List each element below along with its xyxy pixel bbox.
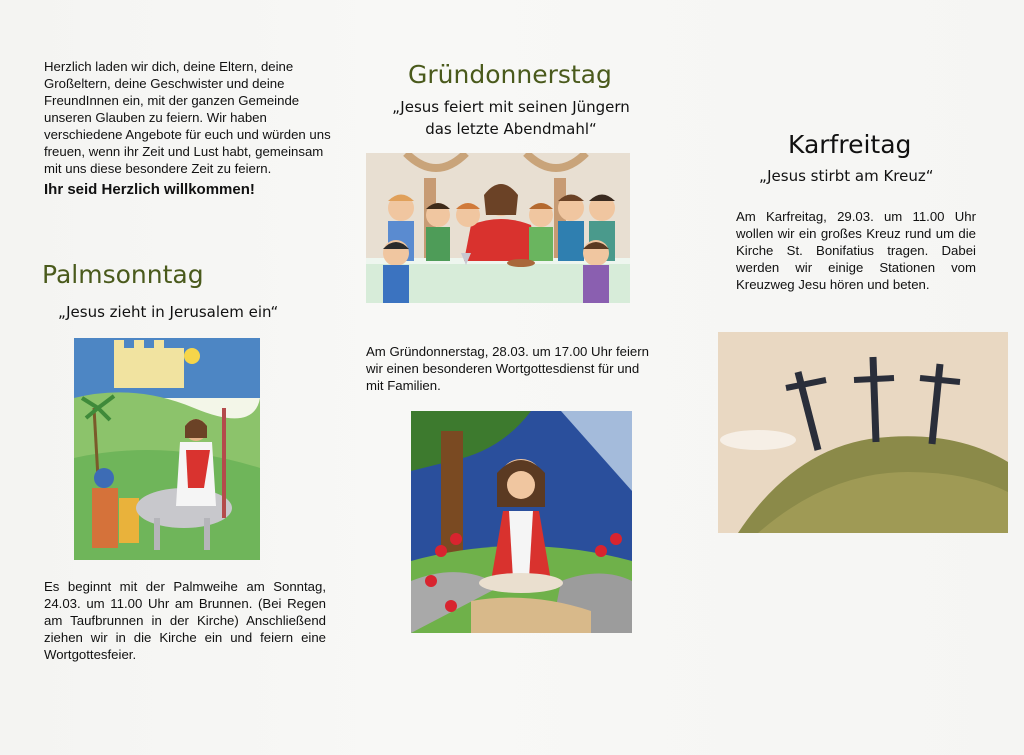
gruendonnerstag-subtitle-line2: das letzte Abendmahl“ — [425, 120, 597, 138]
palm-sunday-illustration — [74, 338, 260, 560]
palmsonntag-subtitle: „Jesus zieht in Jerusalem ein“ — [58, 303, 279, 321]
gruendonnerstag-body: Am Gründonnerstag, 28.03. um 17.00 Uhr feiern wir einen besonderen Wortgottesdienst für und mit Familien. — [366, 344, 649, 393]
last-supper-illustration — [366, 153, 630, 303]
gethsemane-illustration — [411, 411, 632, 633]
gruendonnerstag-subtitle-line1: „Jesus feiert mit seinen Jüngern — [392, 98, 630, 116]
palmsonntag-title: Palmsonntag — [42, 260, 204, 289]
karfreitag-title: Karfreitag — [788, 130, 912, 159]
palmsonntag-body: Es beginnt mit der Palmweihe am Sonntag, 24.03. um 11.00 Uhr am Brunnen. (Bei Regen am Taufbrunnen in der Kirche) Anschließend ziehen wir in die Kirche ein und feiern eine Wortgottesfeier. — [44, 579, 326, 662]
intro-paragraph: Herzlich laden wir dich, deine Eltern, deine Großeltern, deine Geschwister und deine FreundInnen ein, mit der ganzen Gemeinde unseren Glauben zu feiern. Wir haben verschiedene Angebote für euch und würden uns freuen, wenn ihr Zeit und Lust habt, gemeinsam mit uns diese besondere Zeit zu feiern. — [44, 59, 331, 176]
crosses-illustration — [718, 332, 1008, 533]
gruendonnerstag-title: Gründonnerstag — [408, 60, 612, 89]
welcome-line: Ihr seid Herzlich willkommen! — [44, 181, 255, 198]
intro-text — [44, 58, 334, 198]
gruendonnerstag-subtitle — [372, 96, 650, 140]
karfreitag-body: Am Karfreitag, 29.03. um 11.00 Uhr wollen wir ein großes Kreuz rund um die Kirche St. Bonifatius tragen. Dabei werden wir einige Stationen vom Kreuzweg Jesu hören und beten. — [736, 209, 976, 292]
karfreitag-subtitle: „Jesus stirbt am Kreuz“ — [759, 167, 934, 185]
